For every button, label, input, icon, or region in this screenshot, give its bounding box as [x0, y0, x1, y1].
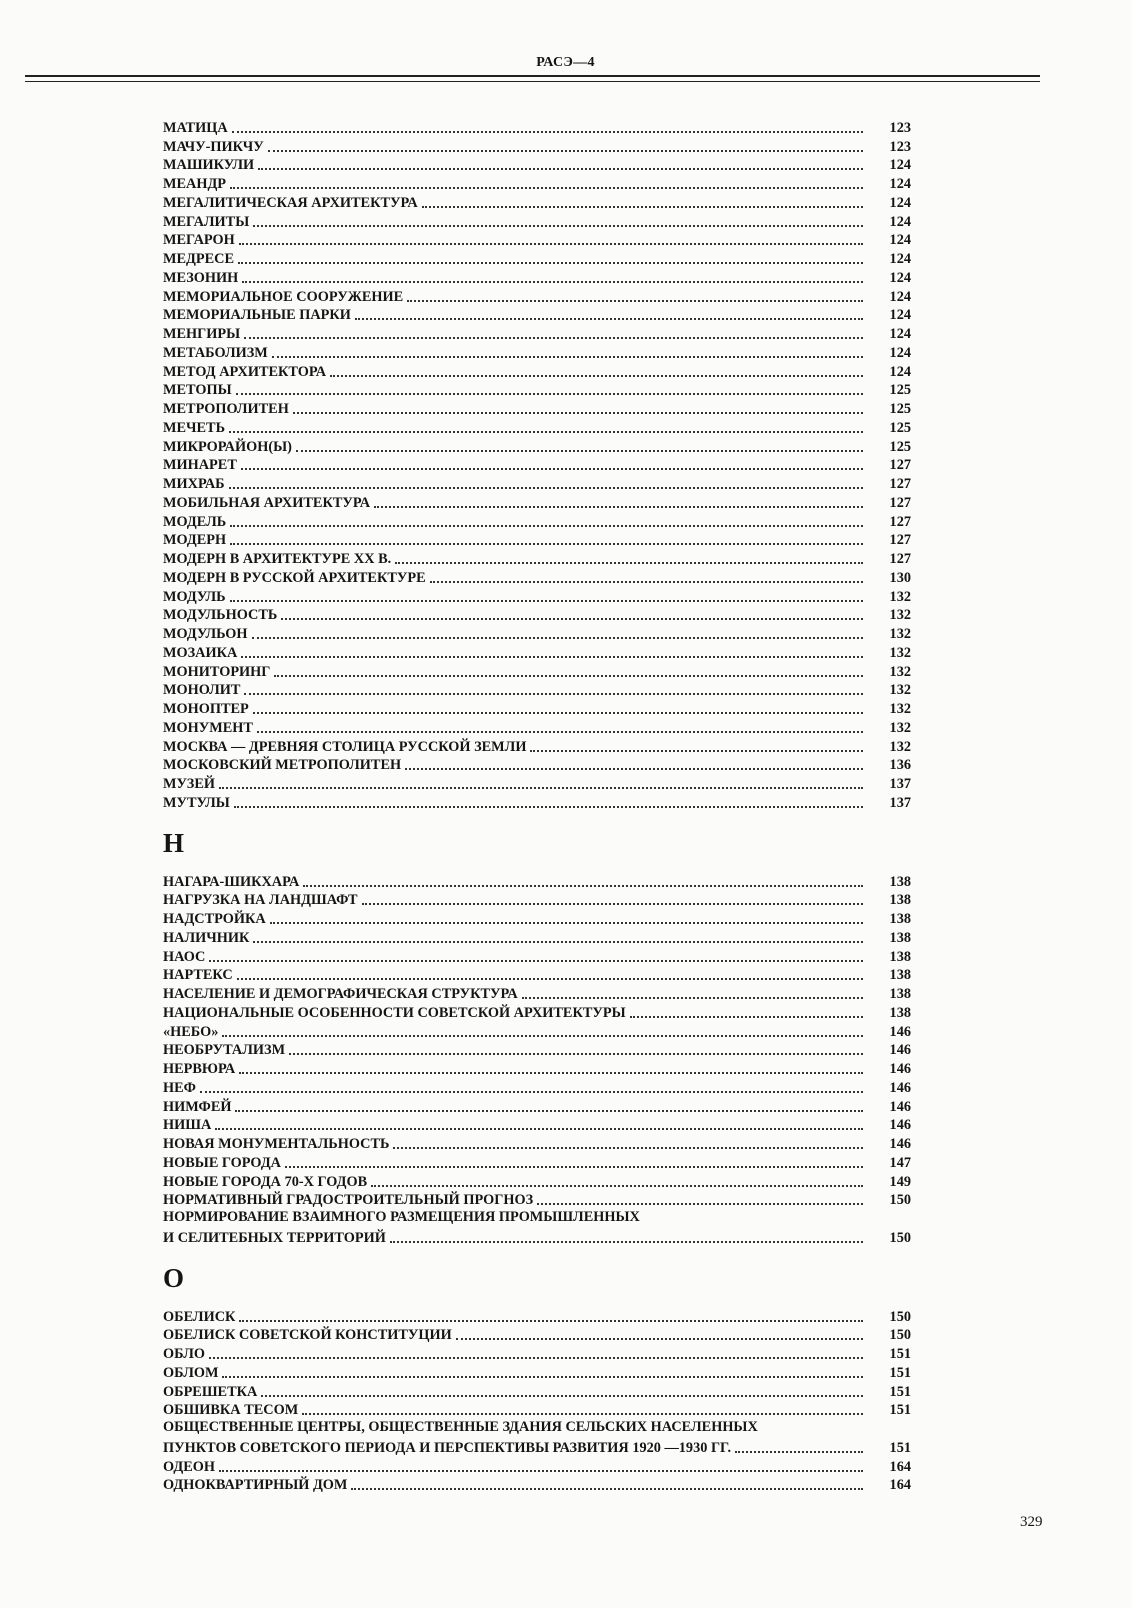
toc-entry	[163, 643, 911, 662]
dot-leader	[244, 337, 863, 339]
entry-page: 127	[889, 551, 911, 567]
entry-page: 127	[889, 494, 911, 511]
entry-page: 137	[889, 776, 911, 792]
toc-entry	[163, 1003, 911, 1022]
section-letter: Н	[163, 827, 185, 858]
entry-title: И СЕЛИТЕБНЫХ ТЕРРИТОРИЙ	[163, 1229, 386, 1246]
toc-entry	[163, 1191, 911, 1210]
toc-entry	[163, 306, 911, 325]
entry-title: НАГРУЗКА НА ЛАНДШАФТ	[163, 892, 358, 909]
entry-page: 151	[889, 1439, 911, 1456]
dot-leader	[371, 1185, 863, 1187]
entry-page: 146	[889, 1023, 911, 1040]
dot-leader	[253, 225, 863, 227]
entry-title: МЕАНДР	[163, 176, 227, 192]
toc-entry	[163, 324, 911, 343]
entry-page: 146	[889, 1042, 911, 1059]
dot-leader	[230, 525, 863, 527]
toc-entry	[163, 966, 911, 985]
dot-leader	[272, 356, 863, 358]
entry-title: НОВЫЕ ГОРОДА	[163, 1154, 282, 1171]
entry-title: МОДЕРН	[163, 532, 227, 549]
entry-page: 151	[889, 1402, 911, 1419]
entry-page: 132	[889, 626, 911, 642]
entry-page: 151	[889, 1346, 911, 1362]
toc-entry	[163, 1153, 911, 1172]
toc-entry	[163, 699, 911, 718]
entry-title: МОДУЛЬ	[163, 588, 226, 605]
entry-title: МАЧУ-ПИКЧУ	[163, 138, 264, 155]
entry-title: НАОС	[163, 948, 206, 965]
dot-leader	[355, 318, 863, 320]
entry-title: ОБЛО	[163, 1346, 205, 1362]
toc-entry	[163, 718, 911, 737]
entry-page: 124	[889, 288, 911, 305]
dot-leader	[281, 618, 863, 620]
entry-page: 149	[889, 1173, 911, 1190]
entry-page: 127	[889, 476, 911, 492]
dot-leader	[241, 656, 863, 658]
entry-title: МИНАРЕТ	[163, 457, 237, 474]
entry-page: 124	[889, 251, 911, 267]
entry-page: 150	[889, 1327, 911, 1344]
toc-entry	[163, 1228, 911, 1247]
entry-title: ОБРЕШЕТКА	[163, 1383, 258, 1400]
entry-page: 136	[889, 757, 911, 774]
entry-page: 127	[889, 513, 911, 530]
entry-title: МЕМОРИАЛЬНОЕ СООРУЖЕНИЕ	[163, 288, 404, 305]
header-rule-thin	[25, 81, 1040, 82]
dot-leader	[456, 1338, 863, 1340]
running-header: РАСЭ—4	[536, 55, 595, 70]
entry-page: 146	[889, 1098, 911, 1115]
toc-entry	[163, 1382, 911, 1401]
entry-page: 138	[889, 967, 911, 984]
header-rule	[25, 75, 1040, 77]
dot-leader	[289, 1053, 863, 1055]
toc-entry	[163, 249, 911, 268]
entry-title: МЕТРОПОЛИТЕН	[163, 401, 289, 417]
toc-entry	[163, 362, 911, 381]
dot-leader	[242, 281, 863, 283]
dot-leader	[236, 393, 863, 395]
toc-entry	[163, 984, 911, 1003]
toc-entry	[163, 1078, 911, 1097]
toc-entry	[163, 1041, 911, 1060]
entry-title: МУТУЛЫ	[163, 794, 230, 811]
entry-title: МОСКОВСКИЙ МЕТРОПОЛИТЕН	[163, 757, 402, 774]
toc-entry	[163, 681, 911, 700]
toc-entry	[163, 1134, 911, 1153]
entry-page: 124	[889, 307, 911, 324]
entry-page: 124	[889, 157, 911, 174]
entry-page: 146	[889, 1136, 911, 1152]
dot-leader	[530, 750, 863, 752]
dot-leader	[258, 168, 863, 170]
entry-page: 138	[889, 929, 911, 946]
toc-entry	[163, 512, 911, 531]
dot-leader	[238, 262, 863, 264]
entry-page: 124	[889, 326, 911, 342]
entry-page: 138	[889, 892, 911, 909]
entry-page: 150	[889, 1308, 911, 1325]
toc-entry	[163, 231, 911, 250]
dot-leader	[252, 637, 863, 639]
toc-entry	[163, 928, 911, 947]
entry-page: 132	[889, 701, 911, 717]
dot-leader	[351, 1488, 863, 1490]
toc-entry	[163, 568, 911, 587]
dot-leader	[222, 1035, 863, 1037]
entry-page: 132	[889, 738, 911, 755]
entry-title: МОДЕРН В АРХИТЕКТУРЕ XX В.	[163, 551, 392, 567]
entry-page: 146	[889, 1079, 911, 1096]
dot-leader	[222, 1376, 863, 1378]
dot-leader	[230, 543, 863, 545]
toc-entry	[163, 947, 911, 966]
entry-title: НИША	[163, 1117, 212, 1134]
entry-title: МОДУЛЬНОСТЬ	[163, 607, 278, 624]
entry-title: МОНУМЕНТ	[163, 719, 253, 736]
entry-title: НОРМИРОВАНИЕ ВЗАИМНОГО РАЗМЕЩЕНИЯ ПРОМЫШЛЕННЫХ	[163, 1209, 640, 1226]
entry-title: МЕТАБОЛИЗМ	[163, 344, 268, 361]
dot-leader	[230, 187, 863, 189]
dot-leader	[235, 1110, 863, 1112]
dot-leader	[237, 978, 863, 980]
dot-leader	[253, 941, 863, 943]
entry-page: 125	[889, 401, 911, 417]
toc-entry	[163, 872, 911, 891]
dot-leader	[270, 922, 863, 924]
dot-leader	[430, 581, 863, 583]
entry-title: МОСКВА — ДРЕВНЯЯ СТОЛИЦА РУССКОЙ ЗЕМЛИ	[163, 738, 527, 755]
dot-leader	[407, 300, 863, 302]
dot-leader	[239, 1320, 863, 1322]
entry-title: МАТИЦА	[163, 119, 228, 136]
entry-title: НИМФЕЙ	[163, 1098, 232, 1115]
dot-leader	[330, 375, 863, 377]
toc-entry	[163, 1476, 911, 1495]
dot-leader	[244, 693, 863, 695]
entry-page: 146	[889, 1117, 911, 1134]
dot-leader	[229, 431, 863, 433]
entry-title: НАЛИЧНИК	[163, 929, 250, 946]
dot-leader	[630, 1016, 863, 1018]
entry-page: 130	[889, 569, 911, 586]
toc-entry	[163, 1307, 911, 1326]
entry-title: НОВАЯ МОНУМЕНТАЛЬНОСТЬ	[163, 1136, 390, 1152]
entry-title: МЕГАЛИТЫ	[163, 213, 250, 230]
dot-leader	[274, 675, 863, 677]
entry-page: 127	[889, 457, 911, 474]
toc-entry	[163, 1438, 911, 1457]
toc-entry	[163, 1116, 911, 1135]
toc-entry	[163, 1457, 911, 1476]
toc-entry	[163, 287, 911, 306]
dot-leader	[303, 885, 863, 887]
entry-page: 138	[889, 1004, 911, 1021]
entry-title: МОНОЛИТ	[163, 682, 241, 699]
dot-leader	[219, 1470, 863, 1472]
toc-entry	[163, 662, 911, 681]
entry-page: 123	[889, 119, 911, 136]
toc-entry	[163, 774, 911, 793]
dot-leader	[537, 1203, 863, 1205]
toc-entry	[163, 1419, 911, 1438]
entry-title: ПУНКТОВ СОВЕТСКОГО ПЕРИОДА И ПЕРСПЕКТИВЫ РАЗВИТИЯ 1920 —1930 ГГ.	[163, 1439, 732, 1456]
dot-leader	[302, 1413, 863, 1415]
toc-entry	[163, 118, 911, 137]
toc-entry	[163, 1172, 911, 1191]
entry-title: НЕФ	[163, 1079, 196, 1096]
entry-page: 124	[889, 363, 911, 380]
entry-title: МЕЗОНИН	[163, 269, 239, 286]
dot-leader	[395, 562, 863, 564]
entry-title: МОБИЛЬНАЯ АРХИТЕКТУРА	[163, 494, 371, 511]
toc-entry	[163, 909, 911, 928]
dot-leader	[293, 412, 863, 414]
toc-entry	[163, 1059, 911, 1078]
entry-title: МОНИТОРИНГ	[163, 663, 271, 680]
dot-leader	[261, 1395, 863, 1397]
dot-leader	[296, 450, 863, 452]
entry-title: НАГАРА-ШИКХАРА	[163, 873, 300, 890]
dot-leader	[422, 206, 863, 208]
entry-title: ОБЩЕСТВЕННЫЕ ЦЕНТРЫ, ОБЩЕСТВЕННЫЕ ЗДАНИЯ СЕЛЬСКИХ НАСЕЛЕННЫХ	[163, 1419, 758, 1436]
entry-title: ОБЛОМ	[163, 1364, 219, 1381]
entry-page: 124	[889, 269, 911, 286]
entry-page: 146	[889, 1061, 911, 1077]
entry-title: ОБЕЛИСК СОВЕТСКОЙ КОНСТИТУЦИИ	[163, 1327, 452, 1344]
entry-page: 132	[889, 644, 911, 661]
dot-leader	[362, 903, 863, 905]
dot-leader	[285, 1166, 863, 1168]
entry-title: МОЗАИКА	[163, 644, 238, 661]
entry-page: 125	[889, 382, 911, 399]
toc-entry	[163, 1209, 911, 1228]
toc-entry	[163, 531, 911, 550]
entry-title: МЕТОД АРХИТЕКТОРА	[163, 363, 327, 380]
entry-title: МИХРАБ	[163, 476, 225, 492]
entry-page: 151	[889, 1383, 911, 1400]
dot-leader	[200, 1091, 863, 1093]
toc-entry	[163, 1097, 911, 1116]
entry-title: ОДЕОН	[163, 1458, 216, 1475]
entry-page: 124	[889, 194, 911, 211]
entry-title: НАЦИОНАЛЬНЫЕ ОСОБЕННОСТИ СОВЕТСКОЙ АРХИТЕКТУРЫ	[163, 1004, 626, 1021]
toc-entry	[163, 137, 911, 156]
entry-page: 132	[889, 663, 911, 680]
toc-entry	[163, 549, 911, 568]
dot-leader	[229, 487, 863, 489]
dot-leader	[239, 243, 863, 245]
entry-title: МЕНГИРЫ	[163, 326, 241, 342]
dot-leader	[253, 712, 863, 714]
entry-title: НЕОБРУТАЛИЗМ	[163, 1042, 286, 1059]
entry-page: 127	[889, 532, 911, 549]
toc-entry	[163, 474, 911, 493]
toc-entry	[163, 606, 911, 625]
entry-title: МАШИКУЛИ	[163, 157, 255, 174]
entry-title: МОНОПТЕР	[163, 701, 249, 717]
entry-page: 138	[889, 911, 911, 927]
toc-entry	[163, 587, 911, 606]
toc-entry	[163, 891, 911, 910]
dot-leader	[405, 768, 863, 770]
toc-entry	[163, 456, 911, 475]
toc-entry	[163, 174, 911, 193]
entry-page: 132	[889, 588, 911, 605]
toc-entry	[163, 493, 911, 512]
dot-leader	[241, 468, 863, 470]
entry-title: МЕЧЕТЬ	[163, 419, 226, 436]
dot-leader	[257, 731, 863, 733]
entry-title: НАСЕЛЕНИЕ И ДЕМОГРАФИЧЕСКАЯ СТРУКТУРА	[163, 986, 518, 1002]
entry-title: МЕГАЛИТИЧЕСКАЯ АРХИТЕКТУРА	[163, 194, 418, 211]
toc-entry	[163, 399, 911, 418]
entry-title: МОДУЛЬОН	[163, 626, 248, 642]
entry-title: МЕГАРОН	[163, 232, 235, 249]
entry-title: НЕРВЮРА	[163, 1061, 236, 1077]
dot-leader	[374, 506, 863, 508]
entry-page: 138	[889, 986, 911, 1002]
table-of-contents	[163, 118, 911, 1494]
dot-leader	[239, 1072, 863, 1074]
entry-title: МОДЕРН В РУССКОЙ АРХИТЕКТУРЕ	[163, 569, 426, 586]
entry-page: 123	[889, 138, 911, 155]
dot-leader	[209, 1357, 863, 1359]
toc-entry	[163, 1401, 911, 1420]
entry-title: ОДНОКВАРТИРНЫЙ ДОМ	[163, 1477, 348, 1494]
toc-entry	[163, 156, 911, 175]
entry-page: 164	[889, 1477, 911, 1494]
entry-title: МИКРОРАЙОН(Ы)	[163, 438, 292, 455]
dot-leader	[735, 1451, 863, 1453]
entry-title: МЕТОПЫ	[163, 382, 232, 399]
toc-entry	[163, 1344, 911, 1363]
toc-entry	[163, 624, 911, 643]
entry-page: 164	[889, 1458, 911, 1475]
toc-entry	[163, 1363, 911, 1382]
entry-page: 151	[889, 1364, 911, 1381]
toc-entry	[163, 1022, 911, 1041]
toc-entry	[163, 418, 911, 437]
entry-page: 124	[889, 213, 911, 230]
toc-entry	[163, 737, 911, 756]
entry-page: 150	[889, 1192, 911, 1209]
entry-title: НОРМАТИВНЫЙ ГРАДОСТРОИТЕЛЬНЫЙ ПРОГНОЗ	[163, 1192, 534, 1209]
entry-page: 125	[889, 438, 911, 455]
toc-entry	[163, 343, 911, 362]
entry-page: 124	[889, 176, 911, 192]
entry-page: 137	[889, 794, 911, 811]
entry-title: НАРТЕКС	[163, 967, 233, 984]
entry-title: ОБШИВКА ТЕСОМ	[163, 1402, 299, 1419]
toc-entry	[163, 756, 911, 775]
dot-leader	[209, 960, 863, 962]
entry-title: МЕМОРИАЛЬНЫЕ ПАРКИ	[163, 307, 351, 324]
dot-leader	[232, 131, 863, 133]
dot-leader	[230, 600, 863, 602]
entry-page: 124	[889, 344, 911, 361]
dot-leader	[522, 997, 863, 999]
toc-entry	[163, 193, 911, 212]
dot-leader	[219, 787, 863, 789]
entry-title: НОВЫЕ ГОРОДА 70-Х ГОДОВ	[163, 1173, 368, 1190]
entry-page: 132	[889, 607, 911, 624]
toc-entry	[163, 212, 911, 231]
toc-entry	[163, 381, 911, 400]
entry-page: 138	[889, 873, 911, 890]
dot-leader	[215, 1128, 863, 1130]
entry-page: 150	[889, 1229, 911, 1246]
dot-leader	[234, 806, 863, 808]
page-number: 329	[1020, 1514, 1043, 1530]
entry-title: МУЗЕЙ	[163, 776, 216, 792]
entry-title: МОДЕЛЬ	[163, 513, 227, 530]
toc-entry	[163, 268, 911, 287]
entry-title: НАДСТРОЙКА	[163, 911, 266, 927]
entry-page: 125	[889, 419, 911, 436]
toc-entry	[163, 1326, 911, 1345]
section-letter: О	[163, 1262, 185, 1293]
entry-page: 138	[889, 948, 911, 965]
dot-leader	[393, 1147, 863, 1149]
entry-title: МЕДРЕСЕ	[163, 251, 234, 267]
toc-entry	[163, 437, 911, 456]
entry-title: «НЕБО»	[163, 1023, 219, 1040]
entry-page: 132	[889, 682, 911, 699]
entry-title: ОБЕЛИСК	[163, 1308, 236, 1325]
entry-page: 124	[889, 232, 911, 249]
toc-entry	[163, 793, 911, 812]
entry-page: 147	[889, 1154, 911, 1171]
dot-leader	[268, 150, 863, 152]
entry-page: 132	[889, 719, 911, 736]
dot-leader	[390, 1241, 863, 1243]
